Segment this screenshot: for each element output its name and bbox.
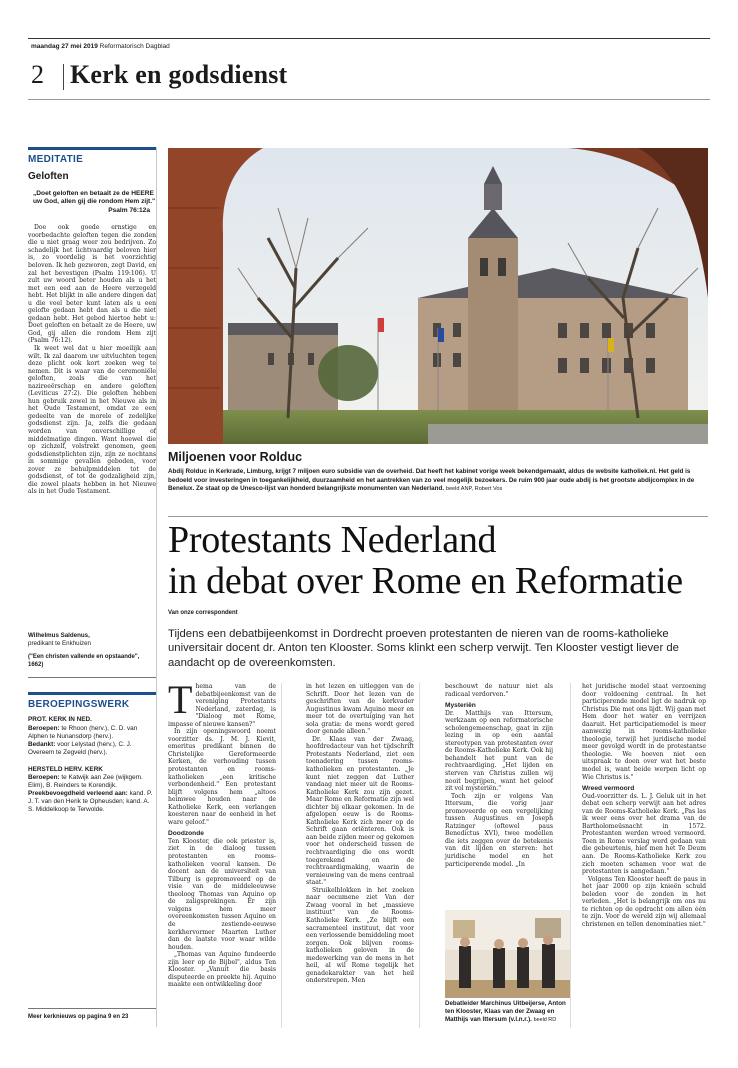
header-rule xyxy=(28,38,710,39)
article-paragraph: Toch zijn er volgens Van Ittersum, die vorig jaar promoveerde op een vergelijking tussen Augustinus en Joseph Ratzinger (oftewel paus Benedictus XVI), twee modellen die iets zeggen over de betekenis van dit lijden en sterven: het juridische model en het participerende model. „In xyxy=(445,792,553,868)
beroepingswerk-block xyxy=(28,766,156,815)
beroeping-label: Beroepen: xyxy=(28,724,60,732)
beroeping-text: te Katwijk aan Zee (wijkgem. Elim), B. Reinders te Korendijk. xyxy=(28,773,143,790)
column-rule xyxy=(281,683,282,1028)
issue-date: maandag 27 mei 2019 xyxy=(31,43,98,50)
article-paragraph: Struikelblokken in het zoeken naar oecumene ziet Van der Zwaag vooral in het „massieve instituut" van de Rooms-Katholieke Kerk. „Ze blijft een sacramenteel instituut, dat voor een verlossende bemiddeling moet zorgen. Ook blijven rooms-katholieken geloven in de medewerking van de mens in het heil, al wil Rome tegelijk het genadekarakter van het heil onderstrepen. Men xyxy=(306,886,414,985)
meditatie-author: Wilhelmus Saldenus, xyxy=(28,632,90,640)
church-heading: HERSTELD HERV. KERK xyxy=(28,765,103,773)
meditatie-author-role: predikant te Enkhuizen xyxy=(28,640,91,648)
rolduc-abbey-image xyxy=(168,148,708,444)
caption-rule xyxy=(168,516,708,517)
meditatie-label: MEDITATIE xyxy=(28,147,156,165)
headline-line: Protestants Nederland xyxy=(168,519,497,561)
section-title: Kerk en godsdienst xyxy=(70,60,288,89)
church-heading: PROT. KERK IN NED. xyxy=(28,716,92,724)
article-paragraph: het juridische model staat verzoening door voldoening centraal. In het participerende model ligt de nadruk op Christus Die met ons lijdt. Wij gaan met Hem door het water en verrijzen daaruit. Het participatiemodel is meer aanwezig in rooms-katholieke theologie, terwijl het juridische model meer gevolgd wordt in de protestantse theologie. We hoeven niet een uitspraak te doen over wat het beste model is, want beide werpen licht op Wie Christus is." xyxy=(582,683,706,781)
meditatie-source: ("Een christen vallende en opstaande", 1662) xyxy=(28,654,140,668)
article-paragraph xyxy=(168,677,276,728)
article-column-4 xyxy=(582,683,706,929)
headline-line: in debat over Rome en Reformatie xyxy=(168,560,683,602)
inset-caption-text: Debatleider Marchinus Uitbeijerse, Anton ten Klooster, Klaas van der Zwaag en Matthijs van Ittersum (v.l.n.r.). xyxy=(445,1000,566,1023)
rolduc-photo xyxy=(168,148,708,444)
beroeping-text: te Rhoon (herv.), C. D. van Alphen te Nunansdorp (herv.). xyxy=(28,724,138,740)
photo-caption-text: Abdij Rolduc in Kerkrade, Limburg, krijgt 7 miljoen euro subsidie van de overheid. Dat heeft het kabinet vorige week bekendgemaakt, aldus de website katholiek.nl. Het geld is bedoeld voor investeringen in toegankelijkheid, duurzaamheid en het aantrekken van zo veel mogelijk bezoekers. De ruim 900 jaar oude abdij is het grootste abdijcomplex in de Benelux. Ze staat op de Unesco-lijst van honderd belangrijkste monumenten van Nederland. xyxy=(168,468,695,493)
beroeping-line xyxy=(28,774,156,790)
photo-caption xyxy=(168,468,708,494)
beroepingswerk-label: BEROEPINGSWERK xyxy=(28,692,156,710)
article-paragraph: Dr. Matthijs van Ittersum, werkzaam op een reformatorische scholengemeenschap, gaat in zijn lezing in op een aantal stereotypen van protestanten over de Rooms-Katholieke Kerk. Ook hij behandelt het punt van de rechtvaardiging. „Het lijden en sterven van Christus zullen wij nooit begrijpen, want het geloof zit vol mysteriën." xyxy=(445,709,553,793)
article-paragraph: Dr. Klaas van der Zwaag, hoofdredacteur van het tijdschrift Protestants Nederland, ziet een toenadering tussen rooms-katholieken en protestanten. „Je kunt niet zeggen dat Luther vandaag niet meer uit de Rooms-Katholieke Kerk zou zijn gezet. Maar Rome en Reformatie zijn wel dichter bij elkaar gekomen. In de afgelopen eeuw is de Rooms-Katholieke Kerk zich meer op de Schrift gaan oriënteren. Ook is aan beide zijden meer og gekomen voor het onderscheid tussen de rechtvaardiging die ons wordt toegerekend en de rechtvaardigmaking, waarin de vernieuwing van de mens centraal staat." xyxy=(306,735,414,887)
beroeping-label: Preekbevoegdheid verleend aan: xyxy=(28,790,128,798)
column-rule xyxy=(419,683,420,1028)
photo-caption-title: Miljoenen voor Rolduc xyxy=(168,450,303,464)
beroeping-line xyxy=(28,741,156,757)
beroeping-text: kand. P. J. T. van den Herik te Opheusden; kand. A. S. Middelkoop te Terwolde. xyxy=(28,790,153,814)
paragraph-text: hema van de debatbijeenkomst van de vereniging Protestants Nederland, zaterdag, is "Dialoog met Rome, impasse of nieuwe kansen?" xyxy=(168,683,276,728)
article-paragraph: Oud-voorzitter ds. L. J. Geluk uit in het debat een scherp verwijt aan het adres van de Rooms-Katholieke Kerk. „Pas las ik weer eens over het drama van de Bartholomeüsnacht in 1572. Protestanten werden wreed vermoord. Toen in Rome verslag werd gedaan van die gebeurtenis, hief men het Te Deum aan. De Rooms-Katholieke Kerk zou zich moeten schamen voor wat de protestanten is aangedaan." xyxy=(582,792,706,876)
meditatie-quote xyxy=(28,190,156,215)
debate-participants-image xyxy=(445,910,570,998)
article-paragraph: beschouwt de natuur niet als radicaal verdorven." xyxy=(445,683,553,698)
meditatie-body xyxy=(28,224,156,626)
drop-cap: T xyxy=(168,677,193,722)
subheading: Mysteriën xyxy=(445,702,476,710)
dateline xyxy=(31,43,170,50)
quote-reference: Psalm 76:12a xyxy=(108,206,150,214)
newspaper-name: Reformatorisch Dagblad xyxy=(99,43,170,50)
meditatie-paragraph: Doe ook goede ernstige en voorbedachte geloften tegen die zonden die u niet graag weer zou bedrijven. Zo schadelijk het lichtvaardig beloven hier is, zo voordelig is het voorzichtig beloven. Ik heb gezworen, zegt David, en zal het bevestigen (Psalm 119:106). U zult uw woord beter houden als u het met een eed aan de Heere verzegeld hebt. Het blijkt in alle andere dingen dat u die veel beter kunt laten als u een gelofte gedaan hebt dan als u die niet gedaan hebt. Het gebod hiertoe hebt u: Doet geloften en betaalt ze de Heere, uw God, gij allen die rondom Hem zijt (Psalm 76:12). xyxy=(28,224,156,345)
beroeping-text: voor Lelystad (herv.), C. J. Overeem te Zegveld (herv.). xyxy=(28,740,132,756)
article-headline xyxy=(168,520,708,602)
article-paragraph: Ten Klooster, die ook priester is, ziet in de dialoog tussen protestanten en rooms-katholieken vooral kansen. De docent aan de universiteit van Tilburg is gepromoveerd op de visie van de middeleeuwse theoloog Thomas van Aquino op de zaligsprekingen. Er zijn volgens hem meer overeenkomsten tussen Aquino en de zestiende-eeuwse kerkhervormer Maarten Luther dan de laatste voor waar wilde houden. xyxy=(168,837,276,951)
sidebar-divider xyxy=(28,677,156,678)
inset-credit: beeld RD xyxy=(533,1016,557,1023)
article-paragraph: Volgens Ten Klooster heeft de paus in het jaar 2000 op zijn knieën schuld beleden voor de zonden in het verleden. „Het is belangrijk om ons nu te richten op de opdracht om allen één te zijn. Voor de wereld zijn wij allemaal christenen en tellen denominaties niet." xyxy=(582,875,706,928)
article-paragraph: In zijn openingswoord noemt voorzitter ds. J. M. J. Kievit, emeritus predikant binnen de Christelijke Gereformeerde Kerken, de verhouding tussen protestanten en rooms-katholieken „een kritische verbondenheid." Een protestant blijft volgens hem „altoos heimwee houden naar de Katholieke Kerk, een verlangen koesteren naar de eenheid in het ware geloof." xyxy=(168,728,276,826)
photo-credit: beeld ANP, Robert Vos xyxy=(445,486,503,493)
header-bottom-rule xyxy=(28,99,710,100)
sidebar-footer-link: Meer kerknieuws op pagina 9 en 23 xyxy=(28,1008,156,1020)
article-column-2 xyxy=(306,683,414,985)
debate-photo-caption xyxy=(445,1000,570,1024)
subheading: Wreed vermoord xyxy=(582,785,635,793)
beroeping-label: Beroepen: xyxy=(28,773,60,781)
debate-photo xyxy=(445,910,570,998)
meditatie-paragraph: Ik weet wel dat u hier moeilijk aan wilt. Ik zal daarom uw uitvluchten tegen deze plicht ook kort zoeken weg te nemen. Dit is waar van de ceremoniële geloften, zoals die van het nazireeërschap en andere geloften (Leviticus 27:2). Die geloften hebben hun gebruik zowel in het Nieuwe als in het Oude Testament, omdat ze een gedeelte van de morele of zedelijke godsdienst zijn. Ja, zelfs die gedaan worden van onverschillige of middelmatige dingen. Want hoewel die op zichzelf, volstrekt genomen, geen godsdienstplichten zijn, zijn ze nochtans in sommige gevallen geboden, voor zover ze behulpmiddelen tot de godsdienst, of tot de godzaligheid zijn, die zowel plaats hebben in het Nieuwe als in het Oude Testament. xyxy=(28,344,156,496)
header-divider xyxy=(63,64,64,90)
beroeping-line xyxy=(28,790,156,814)
article-column-1 xyxy=(168,677,276,989)
article-paragraph: in het lezen en uitleggen van de Schrift. Door het lezen van de geschriften van de kerkvader Augustinus kwam Aquino meer en meer tot de overtuiging van het sola gratia: de mens wordt gered door genade alleen." xyxy=(306,683,414,736)
page-number: 2 xyxy=(31,60,44,89)
quote-text: „Doet geloften en betaalt ze de HEERE uw God, allen gij die rondom Hem zijt." xyxy=(33,190,156,206)
article-paragraph: „Thomas van Aquino fundeerde zijn leer op de Bijbel", aldus Ten Klooster. „Vanuit die basis disputeerde en preekte hij. Aquino maakte een ontwikkeling door xyxy=(168,951,276,989)
article-byline: Van onze correspondent xyxy=(168,610,238,616)
column-rule xyxy=(570,683,571,1028)
subheading: Doodzonde xyxy=(168,830,204,838)
sidebar xyxy=(28,147,156,814)
article-intro: Tijdens een debatbijeenkomst in Dordrecht proeven protestanten de nieren van de rooms-katholieke universitair docent dr. Anton ten Klooster. Soms klinkt een scherp verwijt. Ten Klooster vestigt liever de aandacht op de overeenkomsten. xyxy=(168,628,679,669)
meditatie-title: Geloften xyxy=(28,171,69,182)
beroepingswerk-block xyxy=(28,716,156,756)
beroeping-label: Bedankt: xyxy=(28,740,56,748)
beroeping-line xyxy=(28,725,156,741)
article-column-3 xyxy=(445,683,553,868)
sidebar-column-rule xyxy=(156,147,157,1027)
